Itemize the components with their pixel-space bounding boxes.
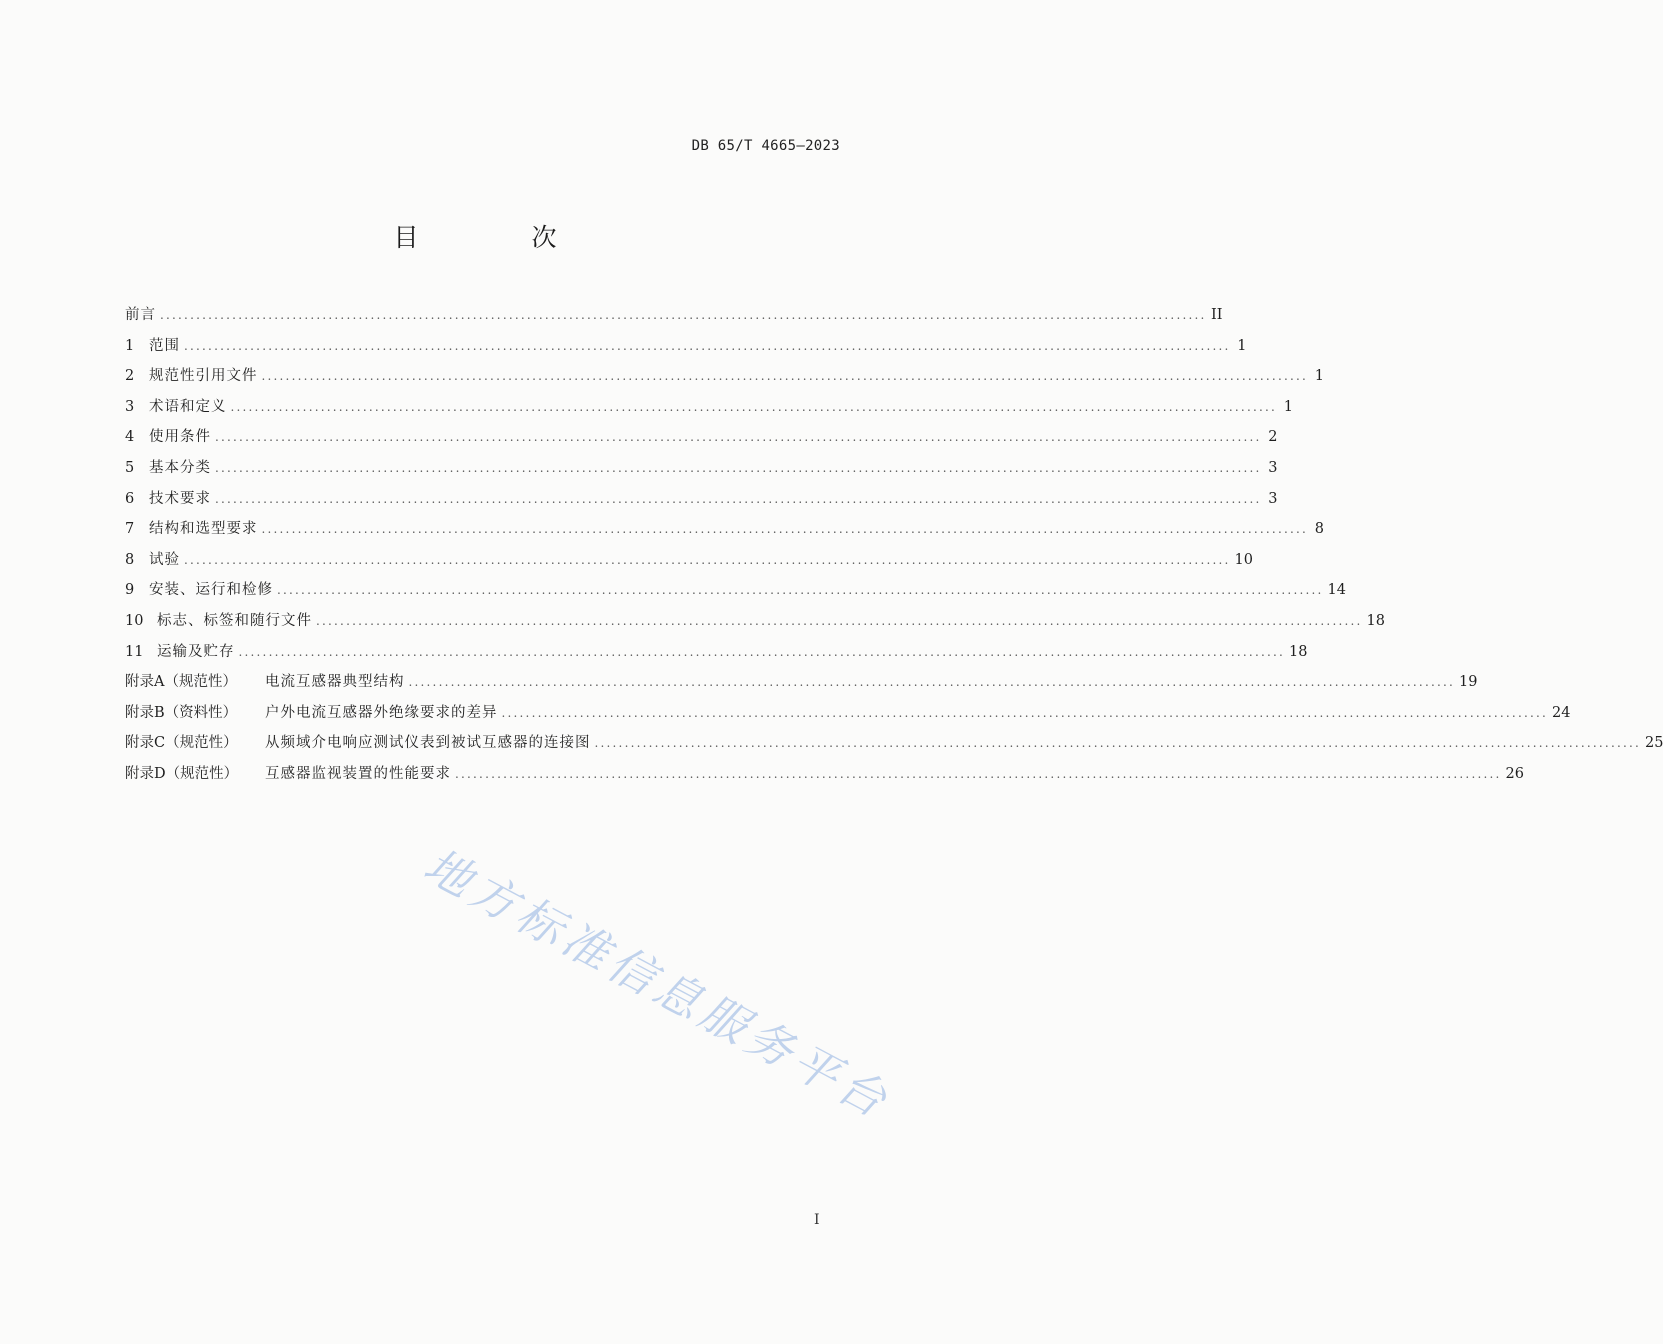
dot-leader: .............................................................................................................................................................................. [455,766,1502,781]
dot-leader: .............................................................................................................................................................................. [160,308,1207,322]
dot-leader: .............................................................................................................................................................................. [408,675,1456,690]
toc-entry-2[interactable] [125,361,1325,392]
dot-leader: .............................................................................................................................................................................. [261,369,1309,384]
toc-entry-4[interactable] [125,422,1278,453]
toc-entry-3[interactable] [125,392,1294,423]
toc-entry-9[interactable] [125,575,1346,606]
dot-leader: .............................................................................................................................................................................. [184,338,1231,353]
toc-entry-page: 1 [1237,337,1247,354]
dot-leader: .............................................................................................................................................................................. [238,644,1286,659]
toc-entry-page: II [1211,307,1223,323]
toc-entry-label: 技术要求 [149,490,211,507]
toc-entry-appendix-c[interactable] [125,728,1663,759]
dot-leader: .............................................................................................................................................................................. [230,399,1278,414]
toc-entry-page: 3 [1268,459,1278,476]
toc-entry-11[interactable] [125,637,1308,668]
page-number: I [814,1212,820,1228]
dot-leader: .............................................................................................................................................................................. [501,705,1549,720]
toc-entry-page: 3 [1268,490,1278,507]
toc-entry-label: 术语和定义 [149,398,227,415]
toc-entry-page: 14 [1327,582,1346,599]
dot-leader: .............................................................................................................................................................................. [594,736,1642,751]
toc-entry-label: 结构和选型要求 [149,521,258,538]
toc-entry-page: 24 [1552,704,1571,721]
dot-leader: .............................................................................................................................................................................. [277,583,1324,598]
toc-entry-appendix-b[interactable] [125,698,1571,729]
dot-leader: .............................................................................................................................................................................. [215,430,1262,445]
toc-title: 目 次 [393,223,601,252]
toc-entry-number: 11 [125,643,144,660]
toc-entry-number: 附录B（资料性） [125,704,238,721]
toc-entry-label: 范围 [149,337,180,354]
watermark: 地方标准信息服务平台 [415,837,900,1130]
toc-entry-8[interactable] [125,545,1253,576]
toc-entry-7[interactable] [125,514,1325,545]
toc-entry-1[interactable] [125,331,1247,362]
toc-entry-page: 2 [1268,429,1278,446]
toc-entry-label: 前言 [125,307,156,323]
toc-entry-page: 1 [1283,398,1294,415]
toc-entry-number: 1 [125,337,135,354]
toc-entry-number: 8 [125,551,135,568]
toc-entry-number: 9 [125,582,135,599]
toc-entry-label: 户外电流互感器外绝缘要求的差异 [265,704,498,721]
toc-entry-5[interactable] [125,453,1278,484]
toc-entry-number: 5 [125,459,135,476]
toc-entry-page: 26 [1505,765,1524,782]
dot-leader: .............................................................................................................................................................................. [261,522,1309,537]
toc-entry-label: 基本分类 [149,459,211,476]
toc-entry-appendix-d[interactable] [125,759,1524,790]
toc-entry-number: 6 [125,490,135,507]
toc-entry-page: 1 [1314,368,1325,385]
toc-entry-number: 附录C（规范性） [125,735,238,752]
document-number: DB 65/T 4665—2023 [691,138,840,154]
toc-entry-label: 互感器监视装置的性能要求 [265,765,451,782]
dot-leader: .............................................................................................................................................................................. [184,552,1231,567]
toc-entry-label: 电流互感器典型结构 [265,674,405,691]
toc-entry-number: 10 [125,612,144,629]
dot-leader: .............................................................................................................................................................................. [316,613,1363,628]
table-of-contents [125,300,1663,790]
toc-entry-page: 18 [1366,612,1385,629]
dot-leader: .............................................................................................................................................................................. [215,460,1262,475]
toc-entry-label: 标志、标签和随行文件 [157,612,312,629]
toc-entry-page: 25 [1645,735,1663,752]
toc-entry-page: 10 [1234,551,1253,568]
toc-entry-number: 3 [125,398,135,415]
toc-entry-foreword[interactable] [125,300,1223,331]
toc-entry-page: 19 [1459,674,1478,691]
toc-entry-page: 18 [1289,643,1308,660]
toc-entry-number: 4 [125,429,135,446]
toc-entry-label: 使用条件 [149,429,211,446]
dot-leader: .............................................................................................................................................................................. [215,491,1262,506]
toc-entry-label: 安装、运行和检修 [149,582,273,599]
toc-entry-page: 8 [1314,521,1325,538]
toc-entry-label: 从频域介电响应测试仪表到被试互感器的连接图 [265,735,591,752]
toc-entry-number: 附录D（规范性） [125,765,239,782]
toc-entry-number: 附录A（规范性） [125,674,237,691]
toc-entry-label: 试验 [149,551,180,568]
toc-entry-label: 规范性引用文件 [149,368,258,385]
toc-entry-6[interactable] [125,484,1278,515]
toc-entry-label: 运输及贮存 [157,643,235,660]
toc-entry-number: 7 [125,521,135,538]
toc-entry-number: 2 [125,368,135,385]
toc-entry-10[interactable] [125,606,1385,637]
toc-entry-appendix-a[interactable] [125,667,1478,698]
